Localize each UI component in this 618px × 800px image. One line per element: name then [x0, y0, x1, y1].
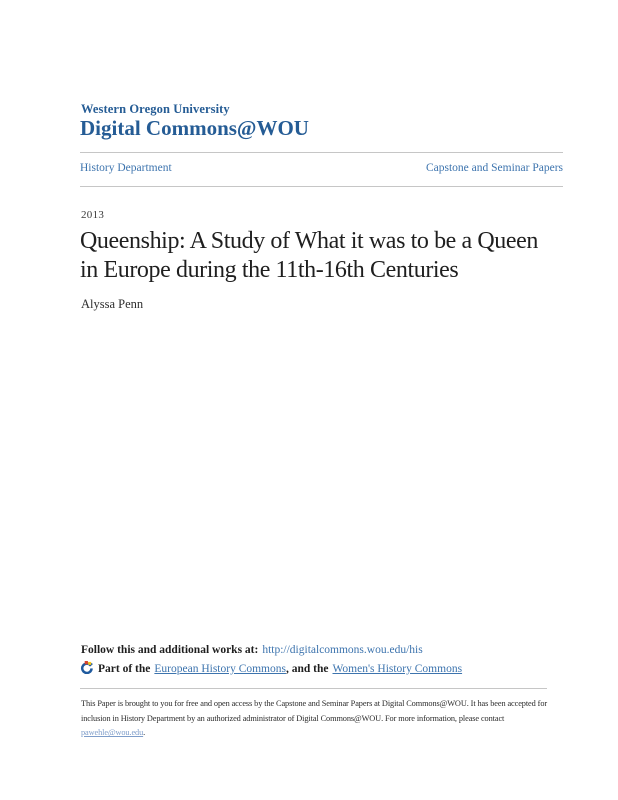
commons-line [80, 661, 462, 677]
follow-works-label: Follow this and additional works at: [81, 644, 259, 656]
footer-line-3 [81, 726, 547, 741]
commons-link-womens-history[interactable]: Women's History Commons [332, 663, 463, 675]
paper-title-line-2: in Europe during the 11th-16th Centuries [80, 257, 459, 283]
part-of-prefix: Part of the [98, 663, 151, 675]
institution-name: Western Oregon University [81, 102, 230, 116]
commons-line-text [98, 663, 462, 675]
repository-wordmark: Digital Commons@WOU [80, 116, 309, 140]
collection-nav-row [80, 162, 563, 174]
contact-email-link[interactable]: pawehle@wou.edu [81, 728, 144, 738]
publication-year: 2013 [81, 209, 105, 221]
paper-title-line-1: Queenship: A Study of What it was to be a Queen [80, 228, 539, 254]
footer-divider [80, 688, 547, 689]
footer-suffix: . [143, 728, 146, 738]
commons-network-icon [80, 661, 93, 677]
commons-separator: , and the [285, 663, 329, 675]
header-divider-top [80, 152, 563, 153]
repository-url-link[interactable]: http://digitalcommons.wou.edu/his [262, 644, 423, 656]
collection-link-department[interactable]: History Department [80, 162, 172, 174]
follow-works-line [81, 644, 423, 656]
author-name: Alyssa Penn [81, 297, 144, 311]
collection-link-series[interactable]: Capstone and Seminar Papers [425, 162, 563, 174]
footer-line-1: This Paper is brought to you for free and open access by the Capstone and Seminar Papers at Digital Commons@WOU. It has been accepted for [81, 699, 548, 708]
header-divider-bottom [80, 186, 563, 187]
footer-line-2: inclusion in History Department by an authorized administrator of Digital Commons@WOU. For more information, please contact [81, 713, 505, 723]
paper-title [80, 227, 538, 285]
footer-statement [81, 697, 547, 741]
commons-link-european-history[interactable]: European History Commons [154, 663, 286, 675]
